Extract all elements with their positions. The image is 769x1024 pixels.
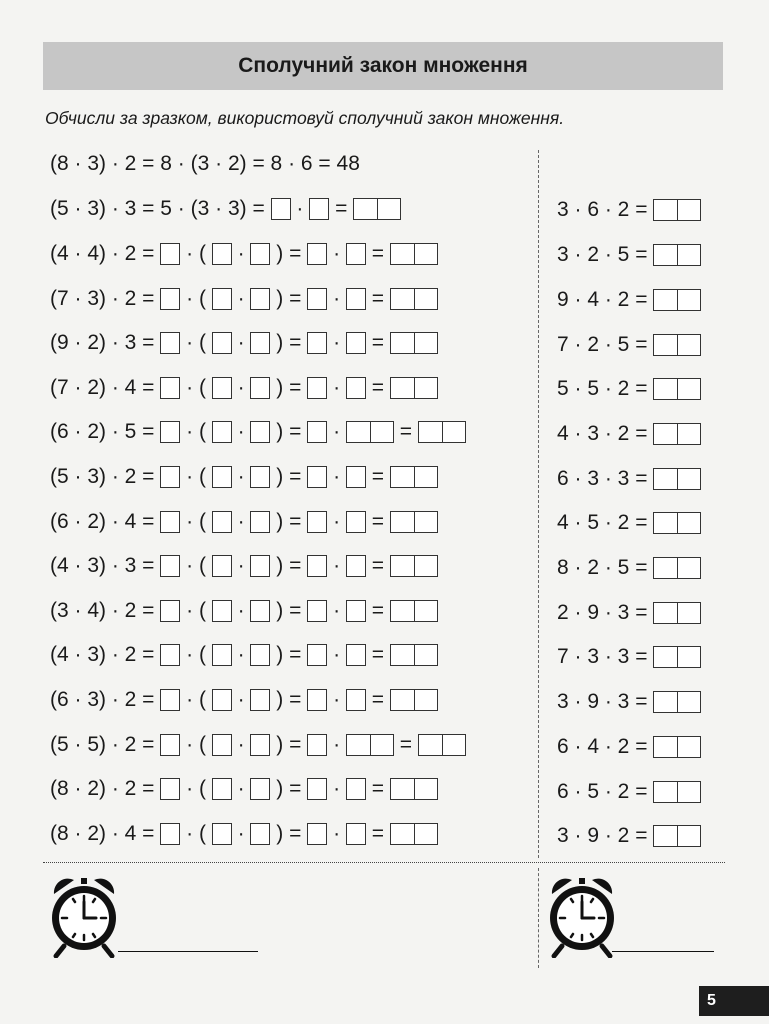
exercise-row (50, 596, 438, 624)
answer-box[interactable] (212, 243, 232, 265)
answer-box[interactable] (307, 600, 327, 622)
math-symbol: = (365, 777, 390, 801)
answer-box[interactable] (307, 689, 327, 711)
answer-box-two-digit[interactable] (653, 691, 701, 713)
answer-box[interactable] (346, 689, 366, 711)
math-symbol: · (231, 643, 251, 667)
math-symbol: · (231, 688, 251, 712)
answer-box-two-digit[interactable] (653, 557, 701, 579)
exercise-row (50, 730, 466, 758)
answer-box[interactable] (307, 288, 327, 310)
exercise-expression: 7 · 2 · 5 = (557, 332, 648, 356)
exercise-expression: (9 · 2) · 3 = (50, 331, 155, 355)
exercise-expression: (3 · 4) · 2 = (50, 598, 155, 622)
answer-box-two-digit[interactable] (653, 289, 701, 311)
answer-box[interactable] (212, 421, 232, 443)
answer-box[interactable] (160, 466, 180, 488)
math-symbol: · (231, 732, 251, 756)
math-symbol: · (327, 821, 346, 845)
answer-box[interactable] (307, 332, 327, 354)
exercise-expression: 2 · 9 · 3 = (557, 600, 648, 624)
math-symbol: · (327, 465, 346, 489)
exercise-row (557, 688, 701, 716)
exercise-row (50, 686, 438, 714)
answer-box[interactable] (250, 644, 270, 666)
math-symbol: · (327, 732, 346, 756)
math-symbol: · ( (180, 554, 212, 578)
answer-box[interactable] (250, 288, 270, 310)
answer-box-two-digit[interactable] (390, 511, 438, 533)
answer-box[interactable] (307, 421, 327, 443)
answer-box[interactable] (212, 823, 232, 845)
exercise-row (50, 507, 438, 535)
answer-box[interactable] (160, 332, 180, 354)
answer-line[interactable] (612, 951, 714, 952)
math-symbol: = (365, 331, 390, 355)
exercise-row (50, 284, 438, 312)
answer-box[interactable] (250, 466, 270, 488)
exercise-row (557, 554, 701, 582)
alarm-clock-icon (544, 872, 620, 963)
exercise-row (557, 285, 701, 313)
math-symbol: · (327, 242, 346, 266)
answer-box[interactable] (307, 466, 327, 488)
answer-box[interactable] (309, 198, 329, 220)
column-divider (538, 150, 539, 858)
exercise-row (557, 643, 701, 671)
answer-box[interactable] (250, 332, 270, 354)
math-symbol: ) = (270, 688, 308, 712)
exercise-expression: (5 · 5) · 2 = (50, 732, 155, 756)
answer-box[interactable] (307, 243, 327, 265)
exercise-row (50, 552, 438, 580)
answer-box[interactable] (346, 511, 366, 533)
exercise-expression: (5 · 3) · 3 = (50, 197, 155, 221)
answer-box[interactable] (160, 377, 180, 399)
answer-box[interactable] (250, 778, 270, 800)
exercise-expression: (6 · 2) · 4 = (50, 509, 155, 533)
math-symbol: ) = (270, 777, 308, 801)
answer-box-two-digit[interactable] (390, 243, 438, 265)
math-symbol: · ( (180, 331, 212, 355)
exercise-expression: (4 · 3) · 2 = (50, 643, 155, 667)
answer-box[interactable] (250, 823, 270, 845)
answer-box[interactable] (212, 555, 232, 577)
answer-box-two-digit[interactable] (653, 781, 701, 803)
math-symbol: · (327, 331, 346, 355)
math-symbol: = (365, 286, 390, 310)
answer-box[interactable] (307, 734, 327, 756)
math-symbol: · (327, 777, 346, 801)
answer-box[interactable] (212, 332, 232, 354)
answer-box[interactable] (250, 600, 270, 622)
answer-box-two-digit[interactable] (653, 602, 701, 624)
math-symbol: · (327, 509, 346, 533)
math-symbol: · ( (180, 598, 212, 622)
answer-box-two-digit[interactable] (346, 734, 394, 756)
math-symbol: · (231, 554, 251, 578)
answer-box[interactable] (212, 511, 232, 533)
math-symbol: ) = (270, 732, 308, 756)
exercise-row (557, 822, 701, 850)
exercise-expression: (7 · 3) · 2 = (50, 286, 155, 310)
answer-box[interactable] (212, 734, 232, 756)
answer-box[interactable] (346, 332, 366, 354)
math-symbol: = (365, 598, 390, 622)
math-symbol: = (365, 643, 390, 667)
exercise-expression: 6 · 5 · 2 = (557, 779, 648, 803)
answer-box-two-digit[interactable] (390, 555, 438, 577)
answer-box-two-digit[interactable] (653, 378, 701, 400)
math-symbol: · ( (180, 465, 212, 489)
answer-box-two-digit[interactable] (653, 244, 701, 266)
exercise-row (557, 509, 701, 537)
answer-box[interactable] (160, 421, 180, 443)
answer-box[interactable] (160, 555, 180, 577)
math-symbol: = (393, 732, 418, 756)
exercise-expression: 3 · 9 · 3 = (557, 690, 648, 714)
answer-box[interactable] (212, 600, 232, 622)
answer-box[interactable] (212, 377, 232, 399)
math-symbol: · (231, 821, 251, 845)
math-symbol: · (327, 598, 346, 622)
math-symbol: = (365, 688, 390, 712)
math-symbol: · (327, 286, 346, 310)
exercise-expression: (6 · 3) · 2 = (50, 688, 155, 712)
answer-box-two-digit[interactable] (390, 823, 438, 845)
answer-box[interactable] (250, 511, 270, 533)
answer-box[interactable] (346, 778, 366, 800)
exercise-expression: (7 · 2) · 4 = (50, 375, 155, 399)
exercise-expression: (4 · 4) · 2 = (50, 242, 155, 266)
answer-box[interactable] (212, 689, 232, 711)
exercise-row (50, 641, 438, 669)
answer-box-two-digit[interactable] (390, 778, 438, 800)
math-symbol: ) = (270, 598, 308, 622)
exercise-expression: (8 · 2) · 2 = (50, 777, 155, 801)
answer-box-two-digit[interactable] (390, 377, 438, 399)
answer-box-two-digit[interactable] (653, 825, 701, 847)
exercise-expression: 9 · 4 · 2 = (557, 287, 648, 311)
math-symbol: · (231, 420, 251, 444)
exercise-row (557, 241, 701, 269)
math-symbol: = (365, 465, 390, 489)
answer-box[interactable] (160, 288, 180, 310)
exercise-expression: 8 · 2 · 5 = (557, 556, 648, 580)
math-symbol: · (231, 598, 251, 622)
bottom-column-divider (538, 868, 539, 968)
math-symbol: ) = (270, 465, 308, 489)
exercise-row (557, 598, 701, 626)
exercise-expression: (8 · 2) · 4 = (50, 821, 155, 845)
answer-line[interactable] (118, 951, 258, 952)
answer-box[interactable] (346, 377, 366, 399)
exercise-row (50, 463, 438, 491)
exercise-row (50, 373, 438, 401)
math-symbol: · ( (180, 777, 212, 801)
answer-box-two-digit[interactable] (353, 198, 401, 220)
answer-box[interactable] (271, 198, 291, 220)
answer-box[interactable] (160, 511, 180, 533)
math-symbol: · (231, 286, 251, 310)
math-symbol: · (231, 331, 251, 355)
example-row (50, 150, 360, 178)
answer-box[interactable] (212, 644, 232, 666)
math-symbol: · ( (180, 242, 212, 266)
math-symbol: · (231, 242, 251, 266)
math-symbol: = (393, 420, 418, 444)
page-number: 5 (699, 986, 769, 1016)
exercise-row (50, 819, 438, 847)
answer-box[interactable] (160, 778, 180, 800)
exercise-row (50, 418, 466, 446)
answer-box[interactable] (160, 734, 180, 756)
math-symbol: · (231, 465, 251, 489)
math-symbol: · (231, 375, 251, 399)
answer-box-two-digit[interactable] (653, 512, 701, 534)
math-symbol: ) = (270, 509, 308, 533)
answer-box[interactable] (307, 377, 327, 399)
answer-box[interactable] (250, 689, 270, 711)
math-symbol: ) = (270, 286, 308, 310)
answer-box-two-digit[interactable] (653, 646, 701, 668)
answer-box[interactable] (212, 778, 232, 800)
math-symbol: = (365, 509, 390, 533)
math-symbol: · ( (180, 821, 212, 845)
exercise-expression: 7 · 3 · 3 = (557, 645, 648, 669)
answer-box[interactable] (250, 734, 270, 756)
exercise-row (50, 195, 401, 223)
answer-box-two-digit[interactable] (390, 466, 438, 488)
exercise-expression: 3 · 6 · 2 = (557, 198, 648, 222)
math-symbol: · (327, 554, 346, 578)
answer-box[interactable] (346, 644, 366, 666)
math-symbol: ) = (270, 420, 308, 444)
answer-box[interactable] (250, 421, 270, 443)
exercise-expression: (4 · 3) · 3 = (50, 554, 155, 578)
math-symbol: · ( (180, 375, 212, 399)
exercise-expression: 4 · 3 · 2 = (557, 421, 648, 445)
answer-box[interactable] (160, 689, 180, 711)
math-symbol: · (327, 643, 346, 667)
answer-box-two-digit[interactable] (653, 468, 701, 490)
answer-box[interactable] (250, 243, 270, 265)
answer-box[interactable] (160, 823, 180, 845)
exercise-row (557, 375, 701, 403)
answer-box[interactable] (160, 243, 180, 265)
math-symbol: ) = (270, 331, 308, 355)
math-symbol: · ( (180, 732, 212, 756)
exercise-row (557, 420, 701, 448)
math-symbol: · ( (180, 688, 212, 712)
answer-box[interactable] (346, 466, 366, 488)
answer-box-two-digit[interactable] (390, 332, 438, 354)
answer-box[interactable] (346, 288, 366, 310)
math-symbol: ) = (270, 242, 308, 266)
alarm-clock-icon (46, 872, 122, 963)
exercise-expression: (6 · 2) · 5 = (50, 420, 155, 444)
answer-box-two-digit[interactable] (418, 734, 466, 756)
exercise-expression: 6 · 4 · 2 = (557, 734, 648, 758)
answer-box-two-digit[interactable] (390, 689, 438, 711)
answer-box-two-digit[interactable] (346, 421, 394, 443)
answer-box[interactable] (307, 511, 327, 533)
exercise-expression: 5 · 5 · 2 = (557, 377, 648, 401)
math-symbol: · (327, 375, 346, 399)
answer-box[interactable] (250, 377, 270, 399)
answer-box[interactable] (250, 555, 270, 577)
math-symbol: · ( (180, 643, 212, 667)
math-symbol: · (231, 777, 251, 801)
answer-box-two-digit[interactable] (653, 334, 701, 356)
answer-box[interactable] (160, 644, 180, 666)
math-symbol: ) = (270, 821, 308, 845)
exercise-row (557, 464, 701, 492)
answer-box-two-digit[interactable] (653, 199, 701, 221)
math-symbol: = (365, 821, 390, 845)
answer-box[interactable] (346, 823, 366, 845)
math-symbol: 5 · (3 · 3) = (160, 197, 271, 221)
math-symbol: ) = (270, 375, 308, 399)
math-symbol: · ( (180, 286, 212, 310)
math-symbol: = (365, 242, 390, 266)
math-symbol: · ( (180, 420, 212, 444)
exercise-row (557, 777, 701, 805)
exercise-row (50, 775, 438, 803)
math-symbol: = (329, 197, 354, 221)
exercise-expression: 6 · 3 · 3 = (557, 466, 648, 490)
answer-box[interactable] (346, 555, 366, 577)
math-symbol: · ( (180, 509, 212, 533)
answer-box[interactable] (160, 600, 180, 622)
bottom-divider (43, 862, 725, 863)
answer-box-two-digit[interactable] (390, 644, 438, 666)
exercise-expression: 3 · 9 · 2 = (557, 824, 648, 848)
answer-box-two-digit[interactable] (653, 423, 701, 445)
answer-box-two-digit[interactable] (390, 600, 438, 622)
exercise-expression: 4 · 5 · 2 = (557, 511, 648, 535)
answer-box[interactable] (307, 778, 327, 800)
exercise-row (557, 196, 701, 224)
page-title: Сполучний закон множення (43, 42, 723, 90)
answer-box[interactable] (212, 288, 232, 310)
answer-box[interactable] (307, 555, 327, 577)
math-symbol: · (327, 688, 346, 712)
math-symbol: · (290, 197, 310, 221)
answer-box-two-digit[interactable] (653, 736, 701, 758)
exercise-row (50, 329, 438, 357)
exercise-row (50, 240, 438, 268)
exercise-expression: 3 · 2 · 5 = (557, 243, 648, 267)
answer-box[interactable] (346, 243, 366, 265)
example-text: (8 · 3) · 2 = 8 · (3 · 2) = 8 · 6 = 48 (50, 152, 360, 176)
answer-box-two-digit[interactable] (390, 288, 438, 310)
answer-box[interactable] (212, 466, 232, 488)
exercise-row (557, 732, 701, 760)
exercise-row (557, 330, 701, 358)
task-instruction: Обчисли за зразком, використовуй сполучний закон множення. (45, 108, 565, 128)
answer-box[interactable] (307, 823, 327, 845)
math-symbol: = (365, 554, 390, 578)
answer-box-two-digit[interactable] (418, 421, 466, 443)
math-symbol: ) = (270, 643, 308, 667)
answer-box[interactable] (346, 600, 366, 622)
math-symbol: ) = (270, 554, 308, 578)
math-symbol: · (231, 509, 251, 533)
math-symbol: · (327, 420, 346, 444)
exercise-expression: (5 · 3) · 2 = (50, 465, 155, 489)
math-symbol: = (365, 375, 390, 399)
answer-box[interactable] (307, 644, 327, 666)
